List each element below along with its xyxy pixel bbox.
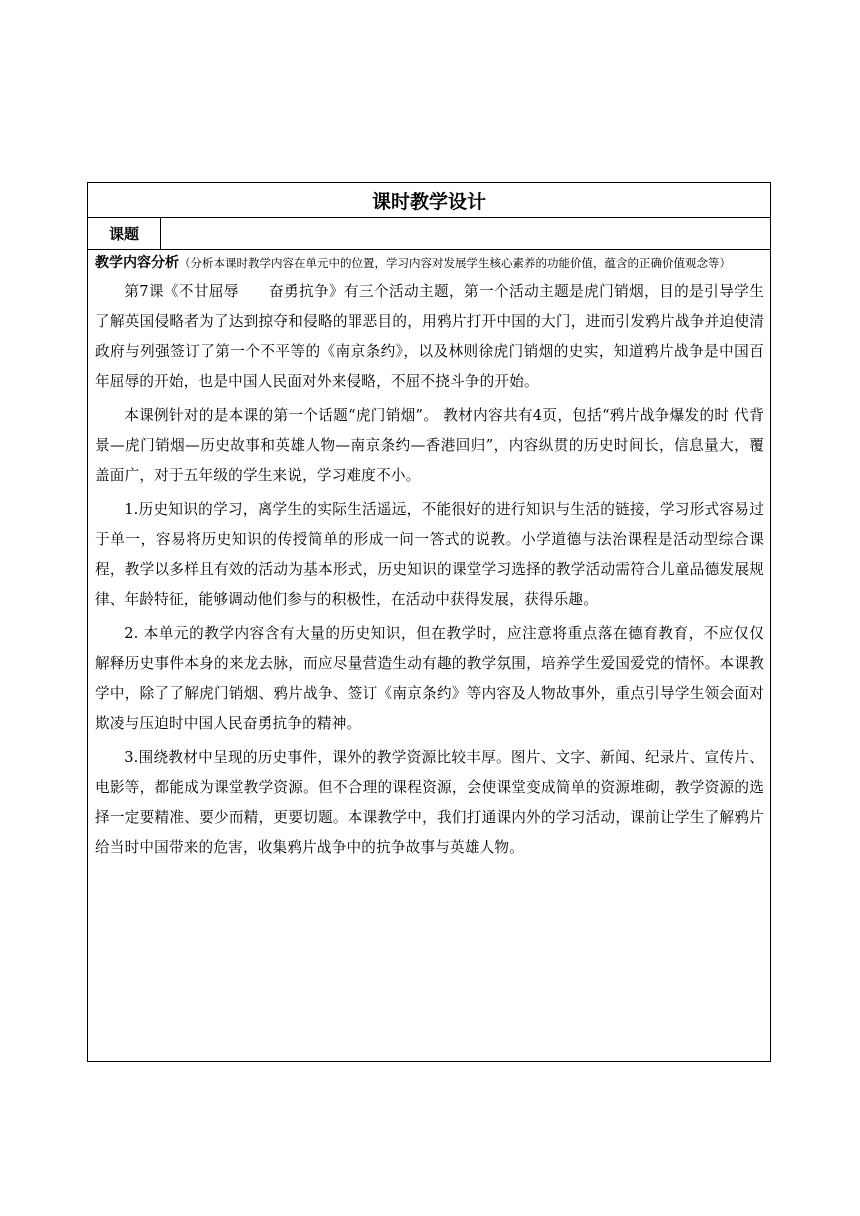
analysis-paragraph-3: 1.历史知识的学习，离学生的实际生活遥远，不能很好的进行知识与生活的链接，学习形式容易过于单一，容易将历史知识的传授简单的形成一问一答式的说教。小学道德与法治课程是活动型综合课程，教学以多样且有效的活动为基本形式，历史知识的课堂学习选择的教学活动需符合儿童品德发展规律、年龄特征，能够调动他们参与的积极性，在活动中获得发展，获得乐趣。 xyxy=(95,501,764,608)
lesson-design-table xyxy=(87,182,771,1062)
table-title: 课时教学设计 xyxy=(88,183,770,218)
topic-value xyxy=(161,218,770,249)
analysis-section xyxy=(88,250,770,863)
analysis-paragraph-4: 2. 本单元的教学内容含有大量的历史知识，但在教学时，应注意将重点落在德育教育，不应仅仅解释历史事件本身的来龙去脉，而应尽量营造生动有趣的教学氛围，培养学生爱国爱党的情怀。本课教学中，除了了解虎门销烟、鸦片战争、签订《南京条约》等内容及人物故事外，重点引导学生领会面对欺凌与压迫时中国人民奋勇抗争的精神。 xyxy=(95,625,764,732)
topic-label: 课题 xyxy=(88,218,161,249)
analysis-paragraph-2: 本课例针对的是本课的第一个话题“虎门销烟”。 教材内容共有4页，包括“鸦片战争爆发的时 代背景—虎门销烟—历史故事和英雄人物—南京条约—香港回归”，内容纵贯的历史时间长，信息量大，覆盖面广，对于五年级的学生来说，学习难度不小。 xyxy=(95,407,764,484)
analysis-paragraph-5: 3.围绕教材中呈现的历史事件，课外的教学资源比较丰厚。图片、文字、新闻、纪录片、宣传片、电影等，都能成为课堂教学资源。但不合理的课程资源，会使课堂变成简单的资源堆砌，教学资源的选择一定要精准、要少而精，更要切题。本课教学中，我们打通课内外的学习活动，课前让学生了解鸦片给当时中国带来的危害，收集鸦片战争中的抗争故事与英雄人物。 xyxy=(95,749,764,856)
topic-row xyxy=(88,218,770,250)
analysis-heading xyxy=(95,253,764,273)
analysis-paragraph-1: 第7课《不甘屈辱 奋勇抗争》有三个活动主题，第一个活动主题是虎门销烟，目的是引导学生了解英国侵略者为了达到掠夺和侵略的罪恶目的，用鸦片打开中国的大门，进而引发鸦片战争并迫使清政府与列强签订了第一个不平等的《南京条约》，以及林则徐虎门销烟的史实，知道鸦片战争是中国百年屈辱的开始，也是中国人民面对外来侵略，不屈不挠斗争的开始。 xyxy=(95,283,764,390)
analysis-heading-title: 教学内容分析 xyxy=(95,255,179,271)
analysis-heading-note: （分析本课时教学内容在单元中的位置，学习内容对发展学生核心素养的功能价值，蕴含的正确价值观念等） xyxy=(179,256,731,270)
